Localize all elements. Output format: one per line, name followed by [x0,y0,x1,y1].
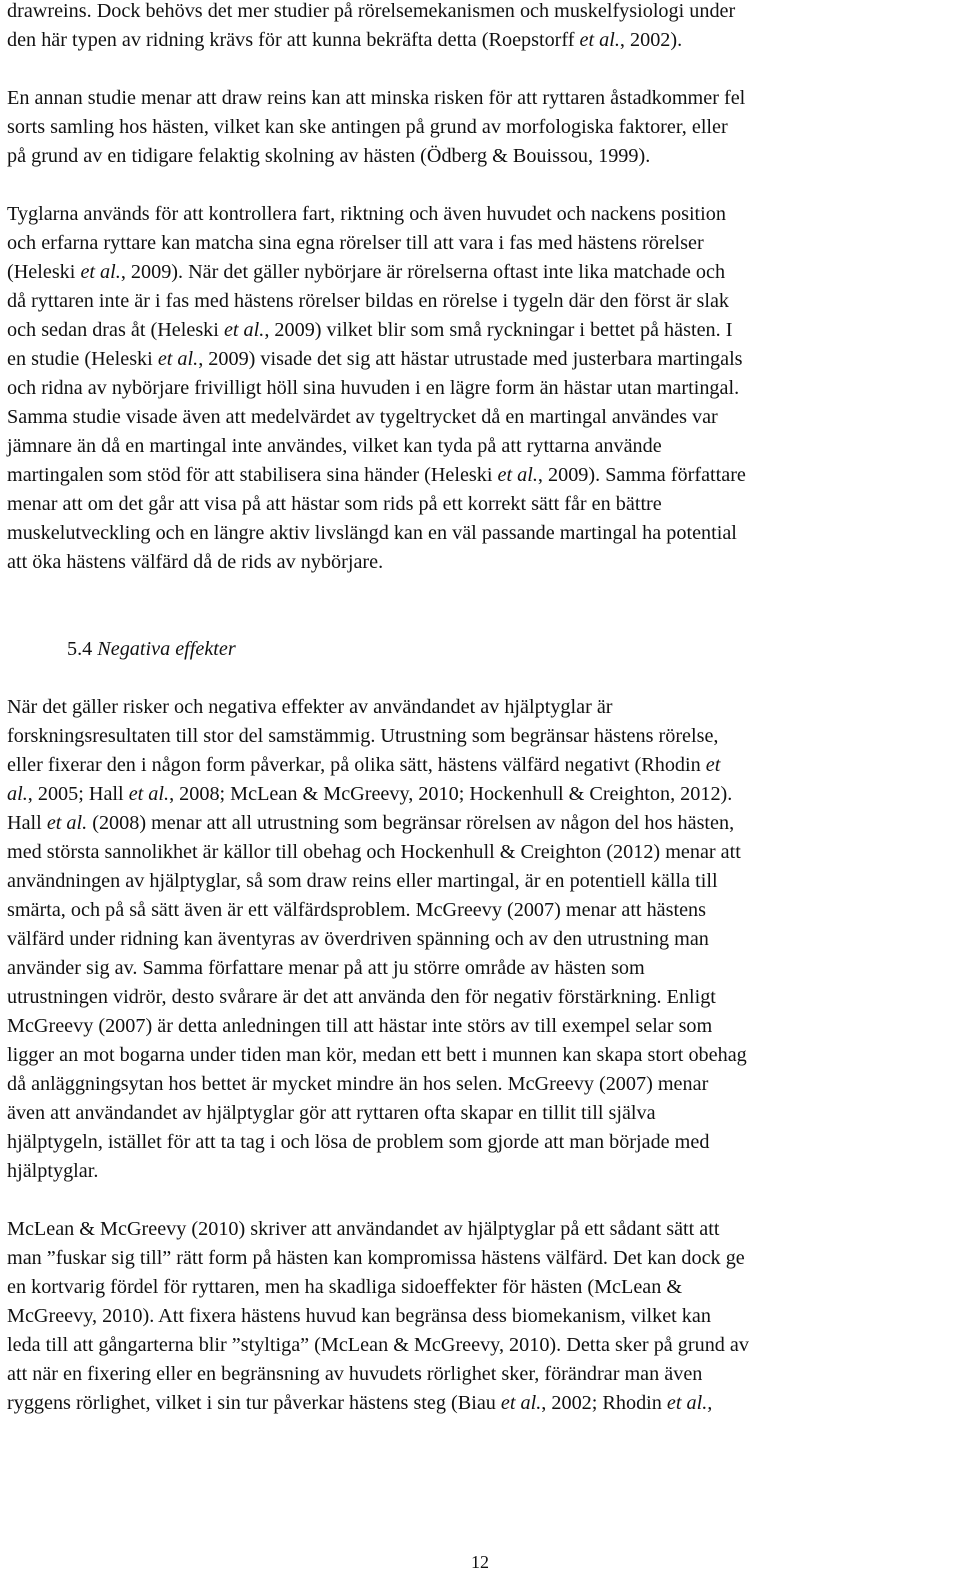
text-run: att öka hästens välfärd då de rids av nybörjare. [7,551,384,573]
text-line [7,548,953,577]
text-run: leda till att gångarterna blir ”styltiga” (McLean & McGreevy, 2010). Detta sker på grund av [7,1334,749,1356]
section-heading [7,635,953,664]
text-line [7,1360,953,1389]
text-line [7,867,953,896]
text-line [7,1389,953,1418]
italic-run: et al. [128,783,170,805]
text-run: jämnare än då en martingal inte användes, vilket kan tyda på att ryttarna använde [7,435,662,457]
italic-run: al. [7,783,28,805]
text-line [7,229,953,258]
italic-run: et al. [46,812,88,834]
italic-run: et al. [579,29,620,51]
text-run: och erfarna ryttare kan matcha sina egna rörelser till att vara i fas med hästens rörelser [7,232,704,254]
text-run: McGreevy (2007) är detta anledningen till att hästar inte störs av till exempel selar som [7,1015,713,1037]
text-line [7,113,953,142]
text-run: en kortvarig fördel för ryttaren, men ha skadliga sidoeffekter för hästen (McLean & [7,1276,683,1298]
text-run: sorts samling hos hästen, vilket kan ske antingen på grund av morfologiska faktorer, eller [7,116,728,138]
text-line [7,954,953,983]
text-run: hjälptyglar. [7,1160,99,1182]
text-run: en studie (Heleski [7,348,158,370]
text-run: utrustningen vidrör, desto svårare är det att använda den för negativ förstärkning. Enligt [7,986,716,1008]
text-run: ryggens rörlighet, vilket i sin tur påverkar hästens steg (Biau [7,1392,501,1414]
text-run: även att användandet av hjälptyglar gör att ryttaren ofta skapar en tillit till själva [7,1102,656,1124]
paragraph-mclean-mcgreevy [7,1215,953,1418]
italic-run: et al. [500,1392,542,1414]
text-line [7,432,953,461]
text-run: , 2002; Rhodin [541,1392,667,1414]
text-line [7,1215,953,1244]
text-line [7,0,953,26]
text-run: på grund av en tidigare felaktig skolning av hästen (Ödberg & Bouissou, 1999). [7,145,651,167]
text-run: (2008) menar att all utrustning som begränsar rörelsen av någon del hos hästen, [87,812,735,834]
text-run: forskningsresultaten till stor del samstämmig. Utrustning som begränsar hästens rörelse, [7,725,719,747]
text-line [7,1244,953,1273]
text-run: McLean & McGreevy (2010) skriver att användandet av hjälptyglar på ett sådant sätt att [7,1218,720,1240]
text-run: med största sannolikhet är källor till obehag och Hockenhull & Creighton (2012) menar att [7,841,741,863]
text-line [7,519,953,548]
text-run: använder sig av. Samma författare menar på att ju större område av hästen som [7,957,645,979]
text-line [7,490,953,519]
text-line [7,316,953,345]
text-run: En annan studie menar att draw reins kan att minska risken för att ryttaren åstadkommer fel [7,87,746,109]
text-line [7,896,953,925]
paragraph-draw-reins [7,84,953,171]
italic-run: et al., [666,1392,713,1414]
text-run: Tyglarna används för att kontrollera fart, riktning och även huvudet och nackens position [7,203,726,225]
text-run: Hall [7,812,47,834]
text-line [7,925,953,954]
paragraph-continuation [7,0,953,55]
section-number: 5.4 [67,638,93,660]
text-line [7,287,953,316]
text-run: , 2009). Samma författare [537,464,746,486]
text-run: När det gäller risker och negativa effekter av användandet av hjälptyglar är [7,696,613,718]
text-run: , 2009) visade det sig att hästar utrustade med justerbara martingals [198,348,743,370]
italic-run: et al. [80,261,121,283]
text-line [7,1331,953,1360]
text-line [7,780,953,809]
text-line [7,1157,953,1186]
text-line [7,1041,953,1070]
text-run: Samma studie visade även att medelvärdet av tygeltrycket då en martingal användes var [7,406,718,428]
text-run: då anläggningsytan hos bettet är mycket mindre än hos selen. McGreevy (2007) menar [7,1073,709,1095]
text-run: McGreevy, 2010). Att fixera hästens huvud kan begränsa dess biomekanism, vilket kan [7,1305,711,1327]
text-run: då ryttaren inte är i fas med hästens rörelser bildas en rörelse i tygeln där den först är slak [7,290,729,312]
text-run: välfärd under ridning kan äventyras av överdriven spänning och av den utrustning man [7,928,709,950]
text-line [7,1302,953,1331]
text-run: (Heleski [7,261,81,283]
text-line [7,1273,953,1302]
text-run: att när en fixering eller en begränsning av huvudets rörlighet sker, förändrar man även [7,1363,703,1385]
text-line [7,1070,953,1099]
text-line [7,1099,953,1128]
paragraph-negativa-effekter [7,693,953,1186]
text-line [7,1128,953,1157]
text-run: och ridna av nybörjare frivilligt höll sina huvuden i en lägre form än hästar utan martingal. [7,377,740,399]
text-run: den här typen av ridning krävs för att kunna bekräfta detta (Roepstorff [7,29,580,51]
text-run: muskelutveckling och en längre aktiv livslängd kan en väl passande martingal ha potential [7,522,737,544]
text-line [7,722,953,751]
text-line [7,809,953,838]
text-run: , 2009) vilket blir som små ryckningar i bettet på hästen. I [264,319,733,341]
text-run: och sedan dras åt (Heleski [7,319,224,341]
text-line [7,1012,953,1041]
text-run: man ”fuskar sig till” rätt form på hästen kan kompromissa hästens välfärd. Det kan dock ge [7,1247,745,1269]
text-line [7,751,953,780]
text-line [7,84,953,113]
text-run: användningen av hjälptyglar, så som draw reins eller martingal, är en potentiell källa till [7,870,718,892]
italic-run: et [705,754,721,776]
page-number: 12 [471,1552,489,1572]
text-line [7,258,953,287]
text-run: smärta, och på så sätt även är ett välfärdsproblem. McGreevy (2007) menar att hästens [7,899,707,921]
text-line [7,838,953,867]
text-line [7,26,953,55]
text-line [7,142,953,171]
text-line [7,200,953,229]
text-run: drawreins. Dock behövs det mer studier på rörelsemekanismen och muskelfysiologi under [7,0,736,22]
text-line [7,461,953,490]
italic-run: et al. [157,348,199,370]
italic-run: et al. [497,464,538,486]
text-line [7,983,953,1012]
document-page [7,0,953,1418]
text-line [7,345,953,374]
text-run: menar att om det går att visa på att hästar som rids på ett korrekt sätt får en bättre [7,493,662,515]
section-title: Negativa effekter [92,638,236,660]
paragraph-tyglarna [7,200,953,577]
text-line [7,403,953,432]
text-line [7,374,953,403]
text-line [7,693,953,722]
italic-run: et al. [223,319,265,341]
text-run: martingalen som stöd för att stabilisera sina händer (Heleski [7,464,498,486]
text-run: , 2009). När det gäller nybörjare är rörelserna oftast inte lika matchade och [120,261,726,283]
text-run: , 2002). [619,29,683,51]
text-run: eller fixerar den i någon form påverkar, på olika sätt, hästens välfärd negativt (Rhodin [7,754,706,776]
text-run: hjälptygeln, istället för att ta tag i och lösa de problem som gjorde att man började med [7,1131,710,1153]
text-run: , 2005; Hall [27,783,129,805]
text-run: , 2008; McLean & McGreevy, 2010; Hockenhull & Creighton, 2012). [169,783,733,805]
text-run: ligger an mot bogarna under tiden man kör, medan ett bett i munnen kan skapa stort obehag [7,1044,747,1066]
